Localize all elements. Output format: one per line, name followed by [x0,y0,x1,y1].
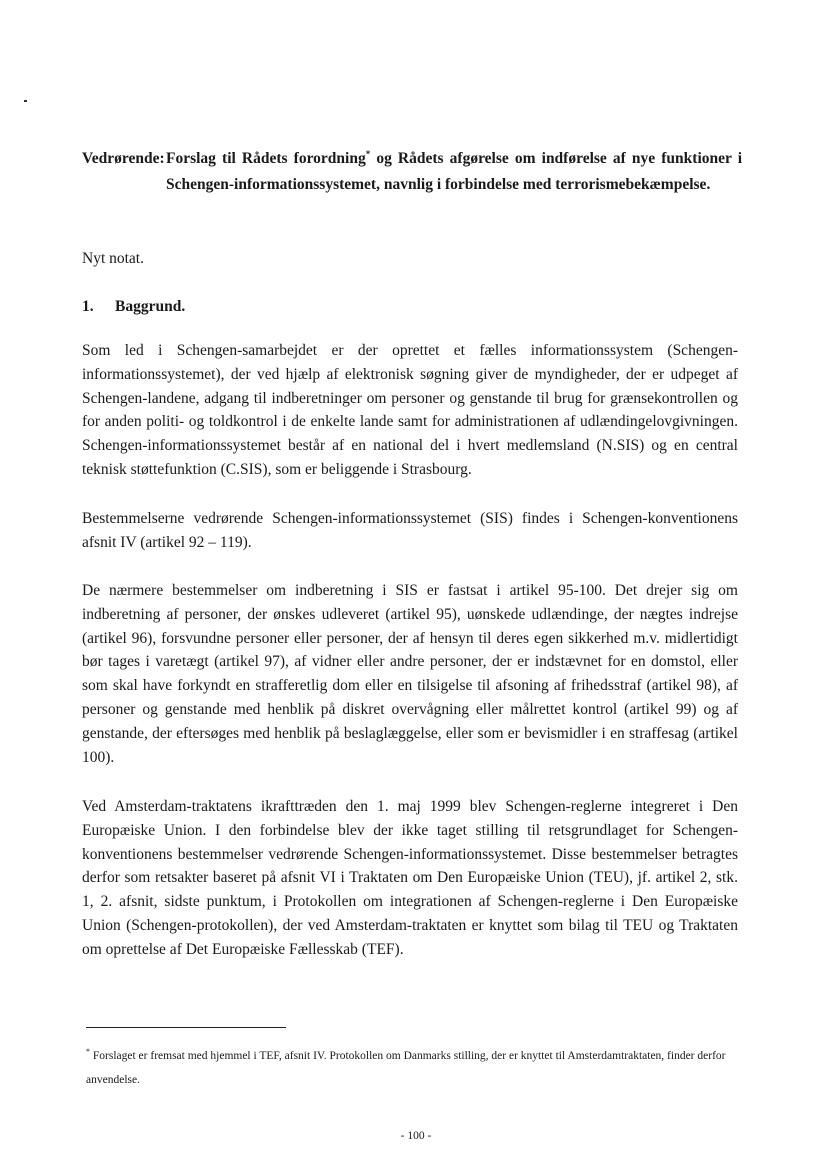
subject-block [82,146,742,198]
section-title: Baggrund. [115,298,186,315]
note-line: Nyt notat. [82,250,144,267]
paragraph-4: Ved Amsterdam-traktatens ikrafttræden den 1. maj 1999 blev Schengen-reglerne integreret i Den Europæiske Union. I den forbindelse blev der ikke taget stilling til retsgrundlaget for Schengen-konventionens bestemmelser vedrørende Schengen-informationssystemet. Disse bestemmelser betragtes derfor som retsakter baseret på afsnit VI i Traktaten om Den Europæiske Union (TEU), jf. artikel 2, stk. 1, 2. afsnit, sidste punktum, i Protokollen om integrationen af Schengen-reglerne i Den Europæiske Union (Schengen-protokollen), der ved Amsterdam-traktaten er knyttet som bilag til TEU og Traktaten om oprettelse af Det Europæiske Fællesskab (TEF). [82,798,738,958]
paragraph-2: Bestemmelserne vedrørende Schengen-informationssystemet (SIS) findes i Schengen-konventionens afsnit IV (artikel 92 – 119). [82,510,738,551]
subject-text-part1: Forslag til Rådets forordning [166,150,366,167]
footnote-mark: * [86,1047,90,1056]
section-number: 1. [82,298,94,315]
footnote-text: Forslaget er fremsat med hjemmel i TEF, afsnit IV. Protokollen om Danmarks stilling, der er knyttet til Amsterdamtraktaten, finder derfor anvendelse. [86,1049,726,1086]
section-heading [82,298,185,316]
subject-text [166,146,742,198]
footnote-reference: * [365,148,371,159]
paragraph-3: De nærmere bestemmelser om indberetning i SIS er fastsat i artikel 95-100. Det drejer sig om indberetning af personer, der ønskes udleveret (artikel 95), uønskede udlændinge, der nægtes indrejse (artikel 96), forsvundne personer eller personer, der af hensyn til deres egen sikkerhed m.v. midlertidigt bør tages i varetægt (artikel 97), af vidner eller andre personer, der er indstævnet for en domstol, eller som skal have forkyndt en strafferetlig dom eller en tilsigelse til afsoning af frihedsstraf (artikel 98), af personer og genstande med henblik på diskret overvågning eller målrettet kontrol (artikel 99) og af genstande, der eftersøges med henblik på beslaglæggelse, eller som er bevismidler i en straffesag (artikel 100). [82,582,738,766]
paragraph-1: Som led i Schengen-samarbejdet er der oprettet et fælles informationssystem (Schengen-informationssystemet), der ved hjælp af elektronisk søgning giver de myndigheder, der er udpeget af Schengen-landene, adgang til indberetninger om personer og genstande til brug for grænsekontrollen og for anden politi- og toldkontrol i de enkelte lande samt for administrationen af udlændingelovgivningen. Schengen-informationssystemet består af en national del i hvert medlemsland (N.SIS) og en central teknisk støttefunktion (C.SIS), som er beliggende i Strasbourg. [82,342,738,478]
subject-label: Vedrørende: [82,150,165,167]
page-number: - 100 - [400,1130,432,1142]
footnote [86,1040,736,1092]
footnote-divider [86,1027,286,1028]
subject-text-part2: og Rådets afgørelse om indførelse af nye funktioner i Schengen-informationssystemet, navnlig i forbindelse med terrorismebekæmpelse. [166,150,743,193]
stray-mark [24,100,27,102]
